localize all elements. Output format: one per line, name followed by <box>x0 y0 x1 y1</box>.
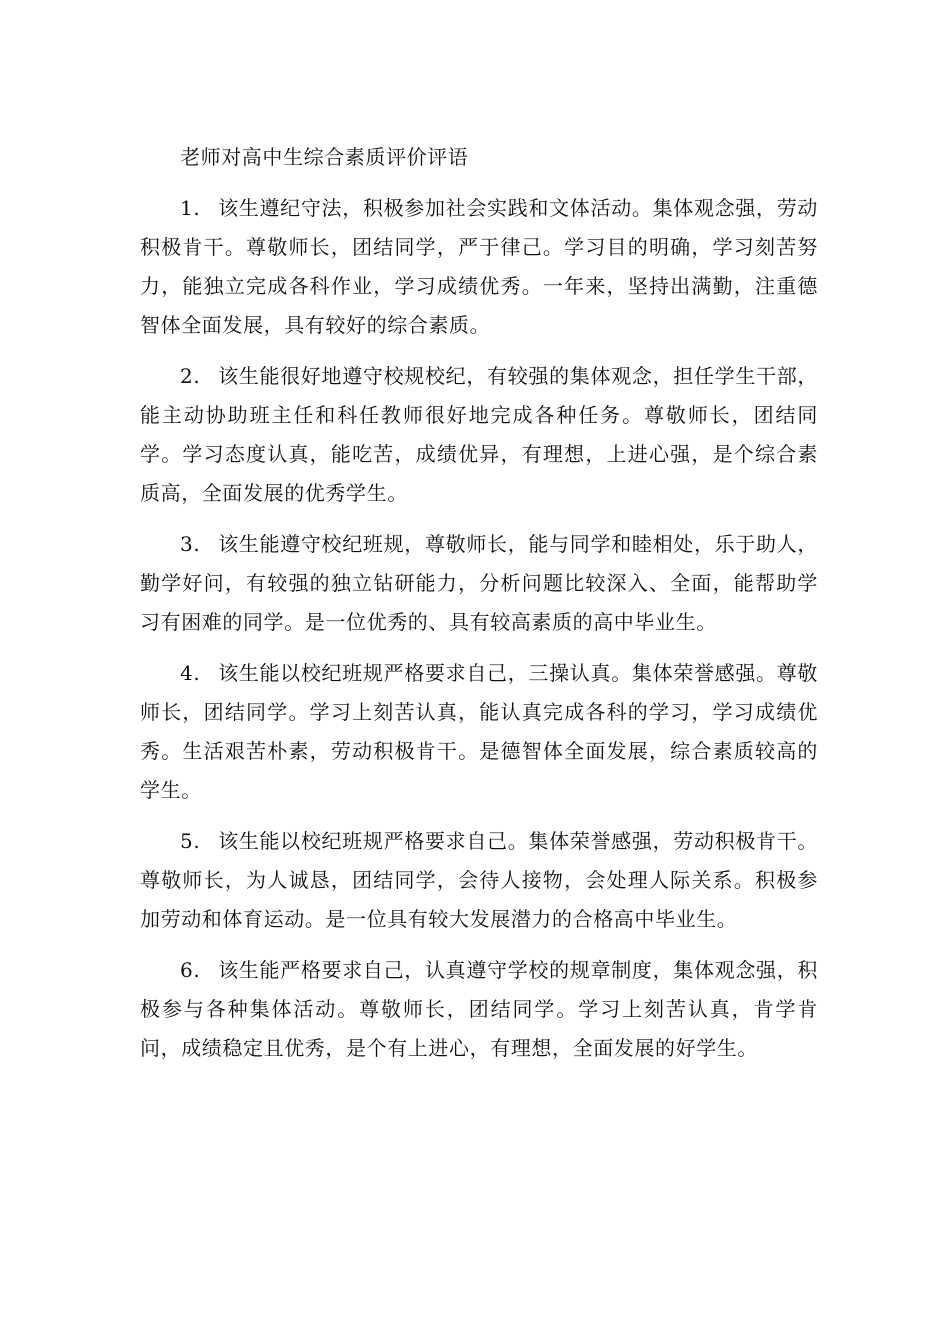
item-number: 6. <box>180 958 201 982</box>
evaluation-item-5 <box>140 822 818 939</box>
item-text: 该生能遵守校纪班规，尊敬师长，能与同学和睦相处，乐于助人，勤学好问，有较强的独立钻研能力，分析问题比较深入、全面，能帮助学习有困难的同学。是一位优秀的、具有较高素质的高中毕业生。 <box>140 532 818 634</box>
item-text: 该生能很好地遵守校规校纪，有较强的集体观念，担任学生干部，能主动协助班主任和科任教师很好地完成各种任务。尊敬师长，团结同学。学习态度认真，能吃苦，成绩优异，有理想，上进心强，是个综合素质高，全面发展的优秀学生。 <box>140 364 818 505</box>
item-text: 该生能以校纪班规严格要求自己，三操认真。集体荣誉感强。尊敬师长，团结同学。学习上刻苦认真，能认真完成各科的学习，学习成绩优秀。生活艰苦朴素，劳动积极肯干。是德智体全面发展，综合素质较高的学生。 <box>140 661 818 802</box>
evaluation-item-1 <box>140 189 818 345</box>
item-number: 5. <box>180 829 201 853</box>
document-body <box>140 138 818 1080</box>
evaluation-item-4 <box>140 654 818 810</box>
item-number: 2. <box>180 364 201 388</box>
item-text: 该生能严格要求自己，认真遵守学校的规章制度，集体观念强，积极参与各种集体活动。尊敬师长，团结同学。学习上刻苦认真，肯学肯问，成绩稳定且优秀，是个有上进心，有理想，全面发展的好学生。 <box>140 958 818 1060</box>
item-text: 该生能以校纪班规严格要求自己。集体荣誉感强，劳动积极肯干。尊敬师长，为人诚恳，团结同学，会待人接物，会处理人际关系。积极参加劳动和体育运动。是一位具有较大发展潜力的合格高中毕业生。 <box>140 829 818 931</box>
evaluation-item-6 <box>140 951 818 1068</box>
document-title: 老师对高中生综合素质评价评语 <box>180 145 469 169</box>
evaluation-item-3 <box>140 525 818 642</box>
item-text: 该生遵纪守法，积极参加社会实践和文体活动。集体观念强，劳动积极肯干。尊敬师长，团结同学，严于律己。学习目的明确，学习刻苦努力，能独立完成各科作业，学习成绩优秀。一年来，坚持出满勤，注重德智体全面发展，具有较好的综合素质。 <box>140 196 818 337</box>
item-number: 4. <box>180 661 201 685</box>
item-number: 3. <box>180 532 201 556</box>
evaluation-item-2 <box>140 357 818 513</box>
item-number: 1. <box>180 196 201 220</box>
